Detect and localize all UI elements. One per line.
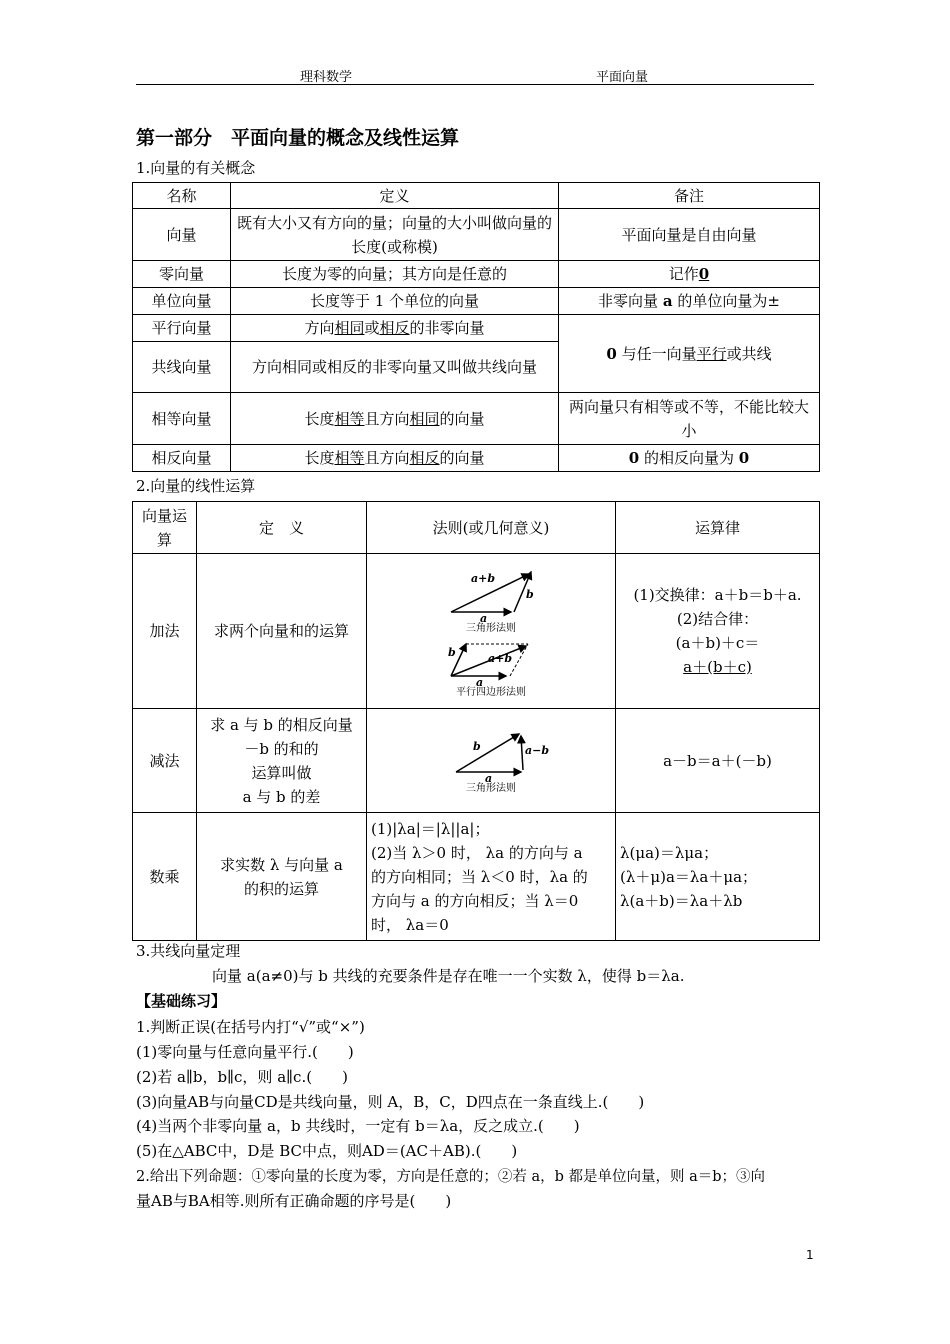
fig-label: a: [485, 771, 493, 785]
row-name: 向量: [133, 209, 231, 261]
question-2: 2.给出下列命题：①零向量的长度为零，方向是任意的；②若 a，b 都是单位向量，则 a＝b；③向: [136, 1169, 766, 1185]
row-name: 零向量: [133, 261, 231, 288]
row-def: 方向相同或相反的非零向量: [231, 315, 559, 342]
def-line: a 与 b 的差: [242, 787, 321, 806]
th-law: 运算律: [616, 502, 820, 554]
op-name: 数乘: [133, 813, 197, 941]
op-def: 求两个向量和的运算: [197, 554, 367, 709]
row-def: 长度为零的向量；其方向是任意的: [231, 261, 559, 288]
concept-table: [132, 182, 820, 472]
th-note: 备注: [559, 183, 820, 209]
fig-label: a: [480, 612, 488, 625]
parallelogram-rule-figure: [436, 636, 546, 689]
law-line: (2)结合律：: [676, 610, 759, 628]
fig-label: a−b: [525, 743, 550, 757]
subtraction-figure: [441, 726, 550, 785]
op-law: [616, 813, 820, 941]
practice-heading: 【基础练习】: [136, 992, 227, 1010]
row-name: 相反向量: [133, 445, 231, 472]
question-2-cont: 量AB与BA相等.则所有正确命题的序号是( ): [136, 1192, 452, 1210]
row-def: 既有大小又有方向的量；向量的大小叫做向量的长度(或称模): [231, 209, 559, 261]
rule-line: (2)当 λ＞0 时， λa 的方向与 a: [371, 843, 583, 862]
op-name: 减法: [133, 709, 197, 813]
row-note: 平面向量是自由向量: [559, 209, 820, 261]
row-note: 两向量只有相等或不等，不能比较大小: [559, 393, 820, 445]
q1-item: (3)向量AB与向量CD是共线向量，则 A，B，C，D四点在一条直线上.( ): [136, 1093, 645, 1111]
header-rule: [136, 84, 814, 85]
th-def: 定义: [231, 183, 559, 209]
row-def: 长度等于 1 个单位的向量: [231, 288, 559, 315]
rule-line: 时， λa＝0: [371, 915, 449, 934]
triangle-rule-figure: [436, 562, 546, 625]
row-note: 0 的相反向量为 0: [559, 445, 820, 472]
q1-item: (5)在△ABC中，D是 BC中点，则AD＝(AC＋AB).( ): [136, 1142, 518, 1160]
law-line: λ(a＋b)＝λa＋λb: [620, 891, 743, 910]
row-note: 0 与任一向量平行或共线: [559, 315, 820, 393]
law-line: (λ＋μ)a＝λa＋μa；: [620, 867, 758, 886]
row-def: 长度相等且方向相反的向量: [231, 445, 559, 472]
theorem-text: 向量 a(a≠0)与 b 共线的充要条件是存在唯一一个实数 λ，使得 b＝λa.: [212, 967, 685, 985]
page-title: 第一部分 平面向量的概念及线性运算: [136, 127, 460, 149]
th-def: 定 义: [197, 502, 367, 554]
fig-caption: 三角形法则: [466, 623, 516, 634]
law-line: λ(μa)＝λμa；: [620, 843, 719, 862]
fig-label: a: [476, 676, 484, 689]
rule-line: 的方向相同；当 λ＜0 时，λa 的: [371, 867, 588, 886]
q1-item: (4)当两个非零向量 a，b 共线时，一定有 b＝λa，反之成立.( ): [136, 1117, 580, 1135]
law-line: a＋(b＋c): [683, 658, 752, 676]
q1-item: (1)零向量与任意向量平行.( ): [136, 1043, 354, 1061]
def-line: 的积的运算: [243, 879, 319, 898]
op-law: a－b＝a＋(－b): [616, 709, 820, 813]
fig-label: b: [473, 739, 481, 753]
row-name: 共线向量: [133, 342, 231, 393]
th-rule: 法则(或几何意义): [367, 502, 616, 554]
row-name: 平行向量: [133, 315, 231, 342]
row-name: 单位向量: [133, 288, 231, 315]
op-rule: [367, 709, 616, 813]
section-3-heading: 3.共线向量定理: [136, 942, 241, 960]
row-note: 非零向量 a 的单位向量为±: [559, 288, 820, 315]
header-right: 平面向量: [596, 70, 649, 85]
fig-label: b: [448, 646, 456, 659]
row-name: 相等向量: [133, 393, 231, 445]
row-def: 方向相同或相反的非零向量又叫做共线向量: [231, 342, 559, 393]
law-line: (1)交换律：a＋b＝b＋a.: [633, 586, 802, 604]
header-left: 理科数学: [300, 70, 353, 85]
fig-caption: 三角形法则: [466, 782, 516, 794]
op-rule: [367, 554, 616, 709]
def-line: 求实数 λ 与向量 a: [220, 855, 343, 874]
op-law: [616, 554, 820, 709]
op-rule: [367, 813, 616, 941]
def-line: 运算叫做: [251, 763, 312, 782]
fig-caption: 平行四边形法则: [456, 687, 526, 698]
th-op: 向量运算: [133, 502, 197, 554]
fig-label: a+b: [471, 572, 496, 585]
operation-table: [132, 501, 820, 941]
section-1-heading: 1.向量的有关概念: [136, 159, 256, 177]
rule-line: (1)|λa|＝|λ||a|；: [371, 819, 490, 838]
row-note: 记作0: [559, 261, 820, 288]
section-2-heading: 2.向量的线性运算: [136, 477, 256, 495]
fig-label: a+b: [488, 652, 513, 665]
law-line: (a＋b)＋c＝: [675, 634, 760, 652]
def-line: －b 的和的: [244, 739, 319, 758]
op-def: [197, 813, 367, 941]
fig-label: b: [526, 588, 534, 601]
question-1: 1.判断正误(在括号内打“√”或“×”): [136, 1018, 365, 1036]
q1-item: (2)若 a∥b，b∥c，则 a∥c.( ): [136, 1068, 348, 1086]
op-def: [197, 709, 367, 813]
th-name: 名称: [133, 183, 231, 209]
op-name: 加法: [133, 554, 197, 709]
page-number: 1: [806, 1248, 814, 1262]
def-line: 求 a 与 b 的相反向量: [210, 715, 353, 734]
rule-line: 方向与 a 的方向相反；当 λ＝0: [371, 891, 579, 910]
row-def: 长度相等且方向相同的向量: [231, 393, 559, 445]
